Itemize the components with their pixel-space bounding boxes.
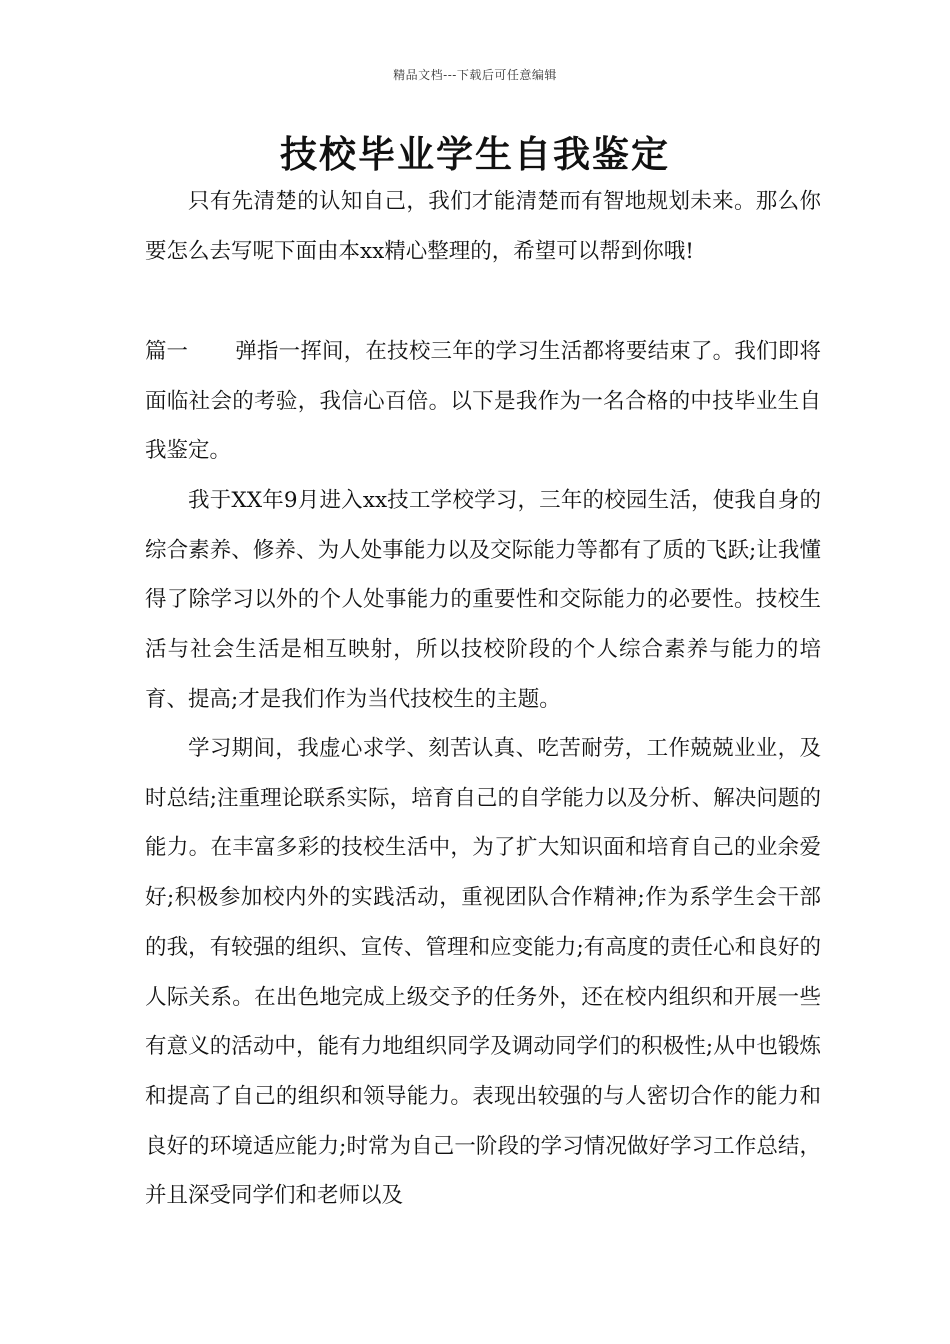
- section-one-text: 弹指一挥间，在技校三年的学习生活都将要结束了。我们即将面临社会的考验，我信心百倍。以下是我作为一名合格的中技毕业生自我鉴定。: [145, 339, 821, 464]
- header-note: 精品文档---下载后可任意编辑: [393, 68, 557, 82]
- section-one-paragraph: [145, 327, 821, 476]
- paragraph-three: 学习期间，我虚心求学、刻苦认真、吃苦耐劳，工作兢兢业业，及时总结;注重理论联系实际，培育自己的自学能力以及分析、解决问题的能力。在丰富多彩的技校生活中，为了扩大知识面和培育自己的业余爱好;积极参加校内外的实践活动，重视团队合作精神;作为系学生会干部的我，有较强的组织、宣传、管理和应变能力;有高度的责任心和良好的人际关系。在出色地完成上级交予的任务外，还在校内组织和开展一些有意义的活动中，能有力地组织同学及调动同学们的积极性;从中也锻炼和提高了自己的组织和领导能力。表现出较强的与人密切合作的能力和良好的环境适应能力;时常为自己一阶段的学习情况做好学习工作总结，并且深受同学们和老师以及: [145, 736, 821, 1209]
- document-title: 技校毕业学生自我鉴定: [280, 132, 670, 176]
- section-label: 篇一: [145, 339, 189, 364]
- intro-paragraph: 只有先清楚的认知自己，我们才能清楚而有智地规划未来。那么你要怎么去写呢下面由本xx精心整理的，希望可以帮到你哦!: [145, 189, 821, 264]
- paragraph-two: 我于XX年9月进入xx技工学校学习，三年的校园生活，使我自身的综合素养、修养、为人处事能力以及交际能力等都有了质的飞跃;让我懂得了除学习以外的个人处事能力的重要性和交际能力的必要性。技校生活与社会生活是相互映射，所以技校阶段的个人综合素养与能力的培育、提高;才是我们作为当代技校生的主题。: [145, 488, 821, 712]
